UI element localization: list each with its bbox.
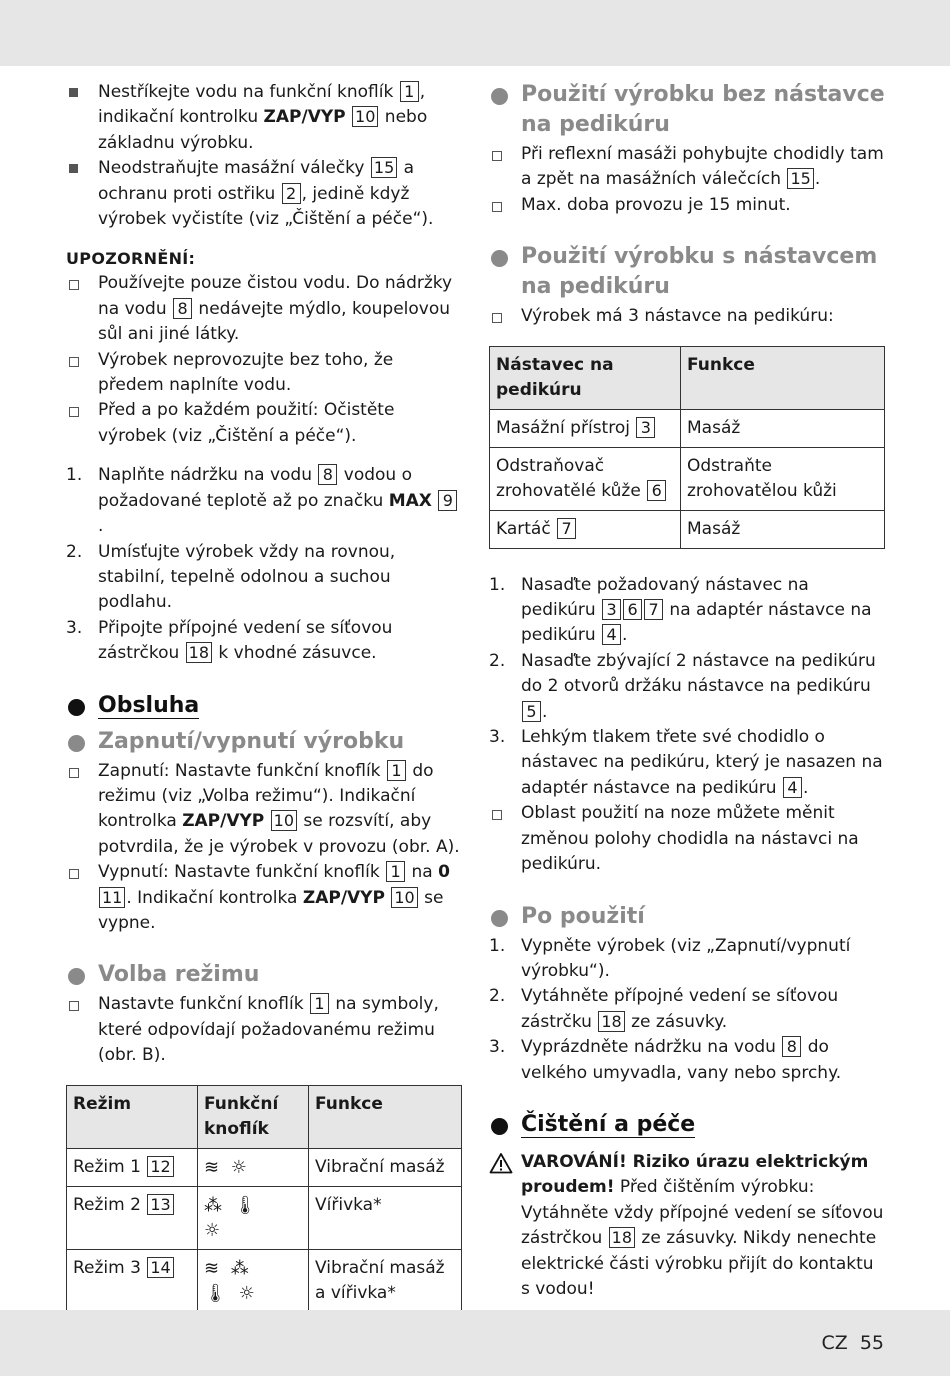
ref-number: 8 bbox=[782, 1036, 801, 1057]
ref-number: 1 bbox=[386, 861, 405, 882]
table-cell: Režim 2 13 bbox=[67, 1186, 198, 1249]
list-item: Používejte pouze čistou vodu. Do nádržky na vodu 8 nedávejte mýdlo, koupelovou sůl ani jiné látky. bbox=[98, 273, 453, 345]
section-heading-zapnuti: Zapnutí/vypnutí výrobku bbox=[66, 727, 462, 757]
table-row bbox=[67, 1186, 462, 1249]
table-cell: Kartáč 7 bbox=[490, 510, 681, 548]
ref-number: 11 bbox=[99, 887, 125, 908]
table-row bbox=[490, 447, 885, 510]
list-item: Výrobek neprovozujte bez toho, že předem naplníte vodu. bbox=[98, 349, 394, 396]
ref-number: 8 bbox=[173, 298, 192, 319]
section-heading-po: Po použití bbox=[489, 902, 885, 932]
table-header: Funkční knoflík bbox=[198, 1085, 309, 1148]
mode-symbol-icon: ☼ bbox=[204, 1219, 224, 1241]
table-cell: Vibrační masáž a vířivka* bbox=[309, 1249, 462, 1312]
ref-number: 6 bbox=[647, 480, 666, 501]
table-cell: Vířivka* bbox=[309, 1186, 462, 1249]
table-cell: Režim 3 14 bbox=[67, 1249, 198, 1312]
ref-number: 1 bbox=[387, 760, 406, 781]
ref-number: 18 bbox=[609, 1227, 635, 1248]
ref-number: 4 bbox=[783, 777, 802, 798]
table-cell: Vibrační masáž bbox=[309, 1148, 462, 1186]
section-heading-obsluha: Obsluha bbox=[66, 691, 462, 721]
list-item: Před a po každém použití: Očistěte výrobek (viz „Čištění a péče“). bbox=[98, 400, 395, 446]
mode-symbol-icon: ≋ ☼ bbox=[204, 1156, 250, 1178]
mode-symbol-icon: ⁂ 🌡 bbox=[204, 1194, 260, 1216]
note-title: UPOZORNĚNÍ: bbox=[66, 249, 196, 269]
page-number: 55 bbox=[859, 1332, 884, 1354]
footer-band bbox=[0, 1310, 950, 1376]
step-item: 3. Vyprázdněte nádržku na vodu 8 do velkého umyvadla, vany nebo sprchy. bbox=[489, 1037, 842, 1083]
ref-number: 7 bbox=[557, 518, 576, 539]
ref-number: 14 bbox=[147, 1257, 173, 1278]
ref-number: 3 bbox=[602, 599, 621, 620]
right-column bbox=[489, 80, 885, 1302]
list-item: Oblast použití na noze můžete měnit změnou polohy chodidla na nástavci na pedikúru. bbox=[521, 803, 859, 875]
table-cell: Masáž bbox=[681, 409, 885, 447]
ref-number: 1 bbox=[310, 993, 329, 1014]
mode-symbols bbox=[198, 1148, 309, 1186]
warning-triangle-icon bbox=[489, 1152, 513, 1174]
table-row bbox=[490, 409, 885, 447]
mode-symbols bbox=[198, 1186, 309, 1249]
left-column bbox=[66, 80, 462, 1340]
table-header: Funkce bbox=[309, 1085, 462, 1148]
step-item: 1. Naplňte nádržku na vodu 8 vodou o požadované teplotě až po značku MAX 9. bbox=[66, 463, 462, 539]
ref-number: 3 bbox=[636, 417, 655, 438]
page-footer bbox=[822, 1332, 884, 1354]
ref-number: 9 bbox=[438, 490, 457, 511]
mode-table bbox=[66, 1085, 462, 1340]
ref-number: 10 bbox=[271, 810, 297, 831]
ref-number: 6 bbox=[623, 599, 642, 620]
ref-number: 18 bbox=[186, 642, 212, 663]
mode-symbol-icon: 🌡 ☼ bbox=[204, 1282, 258, 1304]
list-item: Vypnutí: Nastavte funkční knoflík 1 na 0 11 . Indikační kontrolka ZAP/VYP 10 se vypne. bbox=[98, 862, 450, 933]
ref-number: 10 bbox=[352, 106, 378, 127]
ref-number: 15 bbox=[787, 168, 813, 189]
step-item: 1. Nasaďte požadovaný nástavec na pedikúru 3 6 7 na adaptér nástavce na pedikúru 4 . bbox=[489, 574, 872, 646]
section-heading-s: Použití výrobku s nástavcem na pedikúru bbox=[489, 242, 885, 302]
ref-number: 10 bbox=[391, 887, 417, 908]
ref-number: 2 bbox=[282, 183, 301, 204]
table-row bbox=[67, 1249, 462, 1312]
ref-number: 12 bbox=[147, 1156, 173, 1177]
ref-number: 15 bbox=[371, 157, 397, 178]
ref-number: 13 bbox=[147, 1194, 173, 1215]
section-heading-volba: Volba režimu bbox=[66, 960, 462, 990]
language-code: CZ bbox=[821, 1332, 848, 1354]
ref-number: 4 bbox=[602, 624, 621, 645]
ref-number: 8 bbox=[318, 464, 337, 485]
table-header: Režim bbox=[67, 1085, 198, 1148]
list-item: Při reflexní masáži pohybujte chodidly tam a zpět na masážních válečcích 15 . bbox=[521, 144, 884, 190]
ref-number: 5 bbox=[522, 701, 541, 722]
table-cell: Odstraňovač zrohovatělé kůže 6 bbox=[490, 447, 681, 510]
attachment-table bbox=[489, 346, 885, 549]
step-item: 2. Umísťujte výrobek vždy na rovnou, stabilní, tepelně odolnou a suchou podlahu. bbox=[66, 541, 396, 613]
header-band bbox=[0, 0, 950, 66]
table-header: Funkce bbox=[681, 346, 885, 409]
table-cell: Odstraňte zrohovatělou kůži bbox=[681, 447, 885, 510]
step-item: 2. Nasaďte zbývající 2 nástavce na pedikúru do 2 otvorů držáku nástavce na pedikúru 5 . bbox=[489, 650, 876, 722]
section-heading-cisteni: Čištění a péče bbox=[489, 1110, 885, 1140]
section-heading-bez: Použití výrobku bez nástavce na pedikúru bbox=[489, 80, 885, 140]
ref-number: 1 bbox=[400, 81, 419, 102]
warning-block: VAROVÁNÍ! Riziko úrazu elektrickým proudem! Před čištěním výrobku: Vytáhněte vždy přípojné vedení se síťovou zástrčkou 18 ze zásuvky. Nikdy nenechte elektrické části výrobku přijít do kontaktu s vodou! bbox=[489, 1150, 885, 1302]
ref-number: 7 bbox=[644, 599, 663, 620]
mode-symbols bbox=[198, 1249, 309, 1312]
step-item: 3. Lehkým tlakem třete své chodidlo o nástavec na pedikúru, který je nasazen na adaptér nástavce na pedikúru 4 . bbox=[489, 727, 883, 798]
ref-number: 18 bbox=[598, 1011, 624, 1032]
list-item: Výrobek má 3 nástavce na pedikúru: bbox=[521, 306, 834, 327]
step-item: 2. Vytáhněte přípojné vedení se síťovou zástrčku 18 ze zásuvky. bbox=[489, 986, 839, 1032]
table-cell: Masážní přístroj 3 bbox=[490, 409, 681, 447]
list-item: Max. doba provozu je 15 minut. bbox=[521, 194, 791, 215]
list-item: Zapnutí: Nastavte funkční knoflík 1 do režimu (viz „Volba režimu“). Indikační kontrolka ZAP/VYP 10 se rozsvítí, aby potvrdila, že je výrobek v provozu (obr. A). bbox=[98, 760, 460, 857]
table-header-row bbox=[67, 1085, 462, 1148]
step-item: 3. Připojte přípojné vedení se síťovou zástrčkou 18 k vhodné zásuvce. bbox=[66, 617, 393, 664]
table-row bbox=[67, 1148, 462, 1186]
table-cell: Režim 1 12 bbox=[67, 1148, 198, 1186]
table-row bbox=[490, 510, 885, 548]
list-item: Nestříkejte vodu na funkční knoflík 1 , indikační kontrolku ZAP/VYP 10 nebo základnu výrobku. bbox=[98, 82, 428, 153]
mode-symbol-icon: ≋ ⁂ bbox=[204, 1257, 252, 1279]
table-cell: Masáž bbox=[681, 510, 885, 548]
list-item: Nastavte funkční knoflík 1 na symboly, které odpovídají požadovanému režimu (obr. B). bbox=[98, 994, 439, 1066]
table-header: Nástavec na pedikúru bbox=[490, 346, 681, 409]
step-item: 1. Vypněte výrobek (viz „Zapnutí/vypnutí výrobku“). bbox=[489, 935, 851, 981]
list-item: Neodstraňujte masážní válečky 15 a ochranu proti ostřiku 2 , jedině když výrobek vyčistíte (viz „Čištění a péče“). bbox=[98, 158, 434, 230]
table-header-row bbox=[490, 346, 885, 409]
